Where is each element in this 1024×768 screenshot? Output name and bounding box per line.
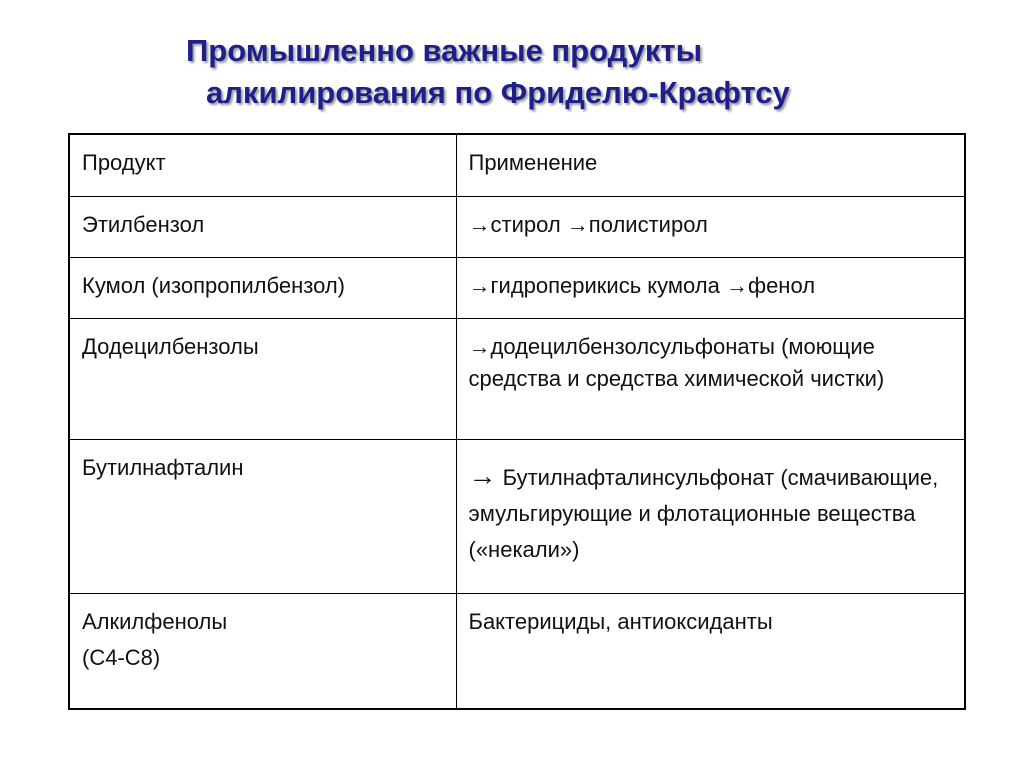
header-product: Продукт — [69, 134, 456, 196]
header-application: Применение — [456, 134, 965, 196]
product-cell: Бутилнафталин — [69, 439, 456, 593]
application-cell: →додецилбензолсульфонаты (моющие средства и средства химической чистки) — [456, 318, 965, 439]
product-note: (С4-С8) — [82, 644, 161, 670]
table-row — [69, 196, 965, 257]
table-row — [69, 439, 965, 593]
table-row — [69, 318, 965, 439]
title-line-2: алкилирования по Фриделю-Крафтсу — [206, 75, 790, 110]
application-cell — [456, 439, 965, 593]
products-table — [68, 133, 966, 710]
table-header-row — [69, 134, 965, 196]
application-cell: →стирол →полистирол — [456, 196, 965, 257]
product-cell: Этилбензол — [69, 196, 456, 257]
title-line-1: Промышленно важные продукты — [186, 33, 703, 68]
product-name: Алкилфенолы — [82, 608, 228, 634]
product-cell — [69, 593, 456, 709]
table-row — [69, 593, 965, 709]
application-text: Бутилнафталинсульфонат (смачивающие, эмульгирующие и флотационные вещества («некали») — [468, 464, 939, 562]
slide-title — [186, 30, 790, 114]
application-cell: →гидроперикись кумола →фенол — [456, 257, 965, 318]
arrow-icon: → — [468, 459, 497, 491]
product-cell: Кумол (изопропилбензол) — [69, 257, 456, 318]
product-cell: Додецилбензолы — [69, 318, 456, 439]
table-row — [69, 257, 965, 318]
application-cell: Бактерициды, антиоксиданты — [456, 593, 965, 709]
